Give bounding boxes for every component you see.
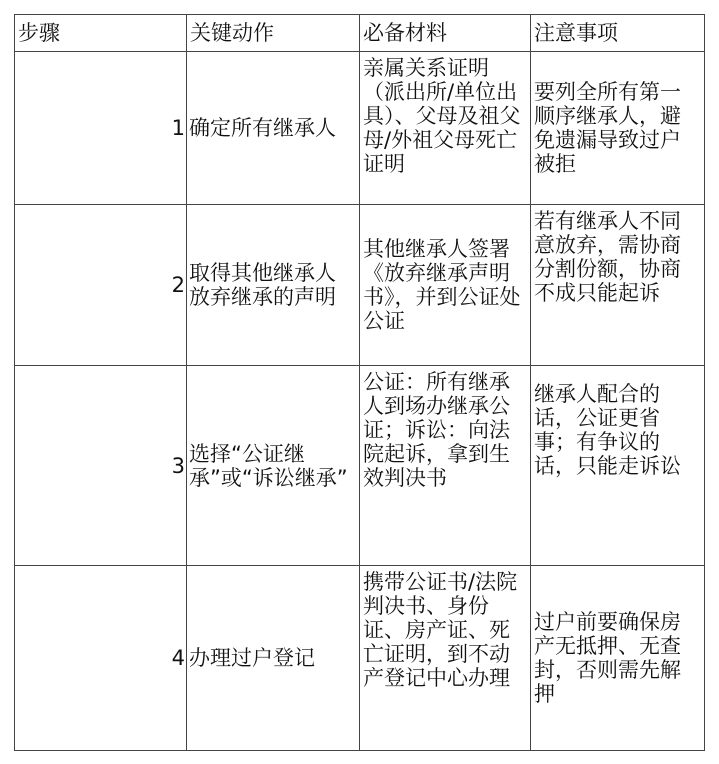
key-action: 取得其他继承人放弃继承的声明 — [187, 205, 360, 366]
required-materials: 公证：所有继承人到场办继承公证；诉讼：向法院起诉，拿到生效判决书 — [360, 366, 531, 566]
required-materials: 亲属关系证明（派出所/单位出具）、父母及祖父母/外祖父母死亡证明 — [360, 52, 531, 205]
header-step: 步骤 — [15, 15, 187, 52]
required-materials: 其他继承人签署《放弃继承声明书》，并到公证处公证 — [360, 205, 531, 366]
table-header-row — [15, 15, 705, 52]
step-number: 1 — [15, 52, 187, 205]
table-row — [15, 52, 705, 205]
table-row — [15, 366, 705, 566]
header-key-action: 关键动作 — [187, 15, 360, 52]
inheritance-steps-table — [14, 14, 705, 751]
required-materials: 携带公证书/法院判决书、身份证、房产证、死亡证明，到不动产登记中心办理 — [360, 566, 531, 751]
notes: 过户前要确保房产无抵押、无查封，否则需先解押 — [531, 566, 705, 751]
notes: 若有继承人不同意放弃，需协商分割份额，协商不成只能起诉 — [531, 205, 705, 366]
step-number: 3 — [15, 366, 187, 566]
key-action: 确定所有继承人 — [187, 52, 360, 205]
key-action: 办理过户登记 — [187, 566, 360, 751]
step-number: 2 — [15, 205, 187, 366]
notes: 要列全所有第一顺序继承人，避免遗漏导致过户被拒 — [531, 52, 705, 205]
table-row — [15, 205, 705, 366]
header-required-materials: 必备材料 — [360, 15, 531, 52]
step-number: 4 — [15, 566, 187, 751]
notes: 继承人配合的话，公证更省事；有争议的话，只能走诉讼 — [531, 366, 705, 566]
table-row — [15, 566, 705, 751]
key-action: 选择“公证继承”或“诉讼继承” — [187, 366, 360, 566]
header-notes: 注意事项 — [531, 15, 705, 52]
